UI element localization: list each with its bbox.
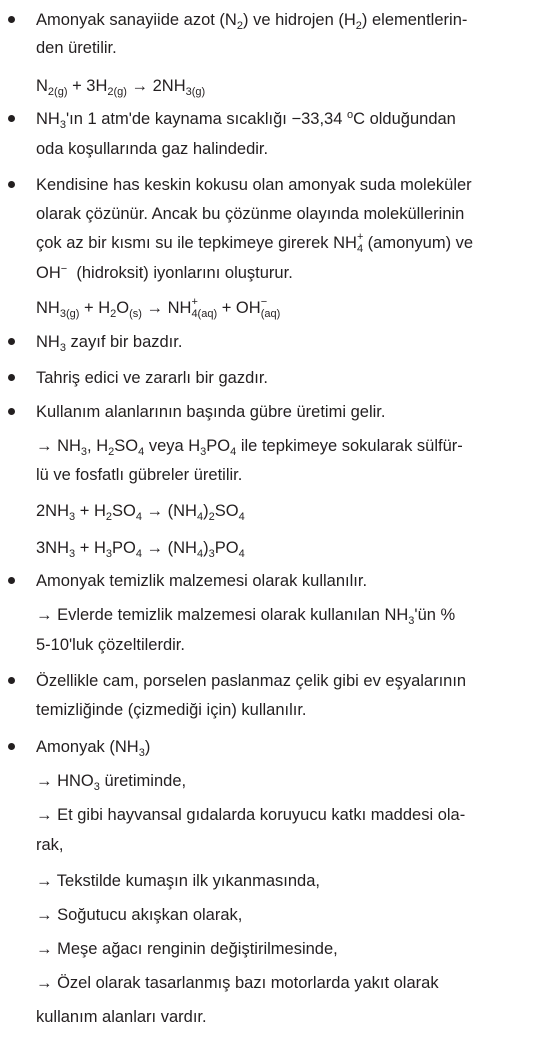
subscript: 3: [80, 446, 88, 458]
text-segment: ): [144, 738, 151, 756]
subscript: 3: [208, 548, 215, 560]
subscript: 2: [355, 20, 362, 32]
text-segment: → Soğutucu akışkan olarak,: [36, 906, 243, 924]
superscript: −: [60, 263, 68, 275]
bullet-icon: [8, 743, 15, 750]
text-segment: NH: [36, 333, 60, 351]
text-segment: SO: [112, 502, 136, 520]
text-segment: olarak çözünür. Ancak bu çözünme olayında moleküllerinin: [36, 205, 465, 223]
text-segment: Amonyak sanayiide azot (N: [36, 11, 237, 29]
subscript: 4: [238, 548, 245, 560]
text-segment: + OH: [217, 299, 261, 317]
text-line-b6: [36, 400, 527, 424]
bullet-icon: [8, 677, 15, 684]
subscript: 2: [110, 308, 117, 320]
superscript: o: [346, 109, 354, 121]
subscript: 2(g): [107, 86, 127, 98]
text-line-b9c: [36, 869, 527, 893]
text-segment: PO: [112, 539, 136, 557]
text-segment: zayıf bir bazdır.: [65, 333, 183, 351]
bullet-icon: [8, 181, 15, 188]
text-segment: oda koşullarında gaz halindedir.: [36, 140, 269, 158]
text-segment: Özellikle cam, porselen paslanmaz çelik gibi ev eşyalarının: [36, 672, 467, 690]
text-segment: ): [203, 539, 209, 557]
bullet-icon: [8, 577, 15, 584]
text-line-b8l2: [36, 698, 527, 722]
text-segment: → 2NH: [126, 77, 186, 95]
text-line-b7a: [36, 603, 527, 627]
text-segment: ) ve hidrojen (H: [242, 11, 356, 29]
text-segment: + H: [79, 299, 111, 317]
subscript: 2: [108, 446, 115, 458]
text-segment: PO: [214, 539, 239, 557]
subscript: 2: [105, 511, 112, 523]
bullet-icon: [8, 16, 15, 23]
equation-eq2: [36, 296, 527, 320]
text-segment: rak,: [36, 836, 64, 854]
subscript: 3: [200, 446, 207, 458]
text-segment: çok az bir kısmı su ile tepkimeye girerek NH: [36, 234, 357, 252]
text-segment: üretiminde,: [99, 772, 187, 790]
subscript: 3(g): [59, 308, 80, 320]
text-segment: Kendisine has keskin kokusu olan amonyak suda moleküler: [36, 176, 472, 194]
subscript: 3: [138, 747, 145, 759]
subscript: 4: [356, 243, 364, 255]
text-segment: → Et gibi hayvansal gıdalarda koruyucu katkı maddesi ola-: [36, 806, 466, 824]
subscript: 4: [230, 446, 237, 458]
text-segment: den üretilir.: [36, 39, 117, 57]
subscript: (aq): [260, 308, 281, 320]
subscript: 4: [135, 511, 142, 523]
text-segment: → HNO: [36, 772, 94, 790]
text-segment: 3NH: [36, 539, 70, 557]
ion-charge-group: + $_4$: [356, 231, 364, 255]
text-line-b9a: [36, 769, 527, 793]
text-line-b1l2: [36, 36, 527, 60]
text-segment: OH: [36, 264, 61, 282]
text-segment: 2NH: [36, 502, 70, 520]
subscript: 4: [238, 511, 245, 523]
text-segment: O: [116, 299, 130, 317]
text-segment: Kullanım alanlarının başında gübre üretimi gelir.: [36, 403, 386, 421]
text-segment: + H: [75, 539, 106, 557]
bullet-icon: [8, 338, 15, 345]
ion-charge-group: + $_{4(aq)}$: [191, 296, 218, 320]
text-segment: SO: [214, 502, 239, 520]
subscript: 4: [138, 446, 145, 458]
text-segment: temizliğinde (çizmediği için) kullanılır.: [36, 701, 307, 719]
text-line-b3l2: [36, 202, 527, 226]
bullet-icon: [8, 374, 15, 381]
text-line-b7a2: [36, 633, 527, 657]
subscript: 2: [208, 511, 215, 523]
text-segment: SO: [114, 437, 139, 455]
text-line-b4: [36, 330, 527, 354]
text-segment: 'ün %: [414, 606, 456, 624]
text-segment: ): [203, 502, 209, 520]
text-segment: + 3H: [67, 77, 108, 95]
bullet-icon: [8, 408, 15, 415]
subscript: 3(g): [185, 86, 206, 98]
equation-eq3: [36, 499, 527, 523]
text-segment: → Tekstilde kumaşın ilk yıkanmasında,: [36, 872, 320, 890]
text-segment: 'ın 1 atm'de kaynama sıcaklığı −33,34: [65, 110, 347, 128]
subscript: 3: [69, 511, 76, 523]
subscript: 4: [135, 548, 142, 560]
text-segment: Tahriş edici ve zararlı bir gazdır.: [36, 369, 269, 387]
equation-eq1: [36, 74, 527, 98]
text-line-b6a: [36, 434, 527, 458]
subscript: (s): [129, 308, 142, 320]
text-segment: (hidroksit) iyonlarını oluşturur.: [67, 264, 293, 282]
subscript: 3: [408, 615, 415, 627]
subscript: 4: [196, 548, 204, 560]
text-segment: Amonyak (NH: [36, 738, 139, 756]
text-line-b8: [36, 669, 527, 693]
bullet-icon: [8, 115, 15, 122]
text-segment: + H: [75, 502, 106, 520]
text-line-b1: [36, 8, 527, 32]
equation-eq4: [36, 536, 527, 560]
text-segment: N: [36, 77, 48, 95]
text-line-b5: [36, 366, 527, 390]
text-line-b3l4: [36, 261, 527, 285]
text-line-b9f: [36, 971, 527, 995]
text-segment: → Evlerde temizlik malzemesi olarak kullanılan NH: [36, 606, 409, 624]
text-segment: Amonyak temizlik malzemesi olarak kullanılır.: [36, 572, 368, 590]
text-line-b3l3: [36, 231, 527, 255]
text-line-b2: [36, 107, 527, 131]
text-segment: ile tepkimeye sokularak sülfür-: [236, 437, 463, 455]
subscript: 3: [93, 781, 100, 793]
text-segment: → NH: [141, 299, 192, 317]
subscript: 4: [196, 511, 204, 523]
text-line-b9b2: [36, 833, 527, 857]
text-line-b3: [36, 173, 527, 197]
ion-charge-group: − $_{(aq)}$: [260, 296, 281, 320]
subscript: 3: [59, 342, 66, 354]
text-line-b9f2: [36, 1005, 527, 1029]
text-segment: NH: [36, 299, 60, 317]
text-segment: → (NH: [141, 539, 197, 557]
text-line-b9b: [36, 803, 527, 827]
text-segment: veya H: [144, 437, 201, 455]
subscript: 3: [59, 119, 66, 131]
subscript: 2: [236, 20, 243, 32]
text-segment: ) elementlerin-: [361, 11, 468, 29]
text-segment: PO: [206, 437, 231, 455]
text-segment: lü ve fosfatlı gübreler üretilir.: [36, 466, 243, 484]
text-segment: kullanım alanları vardır.: [36, 1008, 207, 1026]
text-segment: , H: [87, 437, 109, 455]
text-line-b6a2: [36, 463, 527, 487]
text-segment: → Özel olarak tasarlanmış bazı motorlarda yakıt olarak: [36, 974, 439, 992]
text-line-b2l2: [36, 137, 527, 161]
text-line-b9d: [36, 903, 527, 927]
text-line-b9: [36, 735, 527, 759]
text-segment: 5-10'luk çözeltilerdir.: [36, 636, 185, 654]
text-segment: NH: [36, 110, 60, 128]
text-segment: → Meşe ağacı renginin değiştirilmesinde,: [36, 940, 338, 958]
text-segment: (amonyum) ve: [363, 234, 474, 252]
text-line-b7: [36, 569, 527, 593]
text-segment: C olduğundan: [353, 110, 456, 128]
text-segment: → NH: [36, 437, 81, 455]
subscript: 4(aq): [191, 308, 218, 320]
subscript: 2(g): [47, 86, 68, 98]
text-segment: → (NH: [141, 502, 197, 520]
subscript: 3: [105, 548, 112, 560]
subscript: 3: [69, 548, 76, 560]
text-line-b9e: [36, 937, 527, 961]
